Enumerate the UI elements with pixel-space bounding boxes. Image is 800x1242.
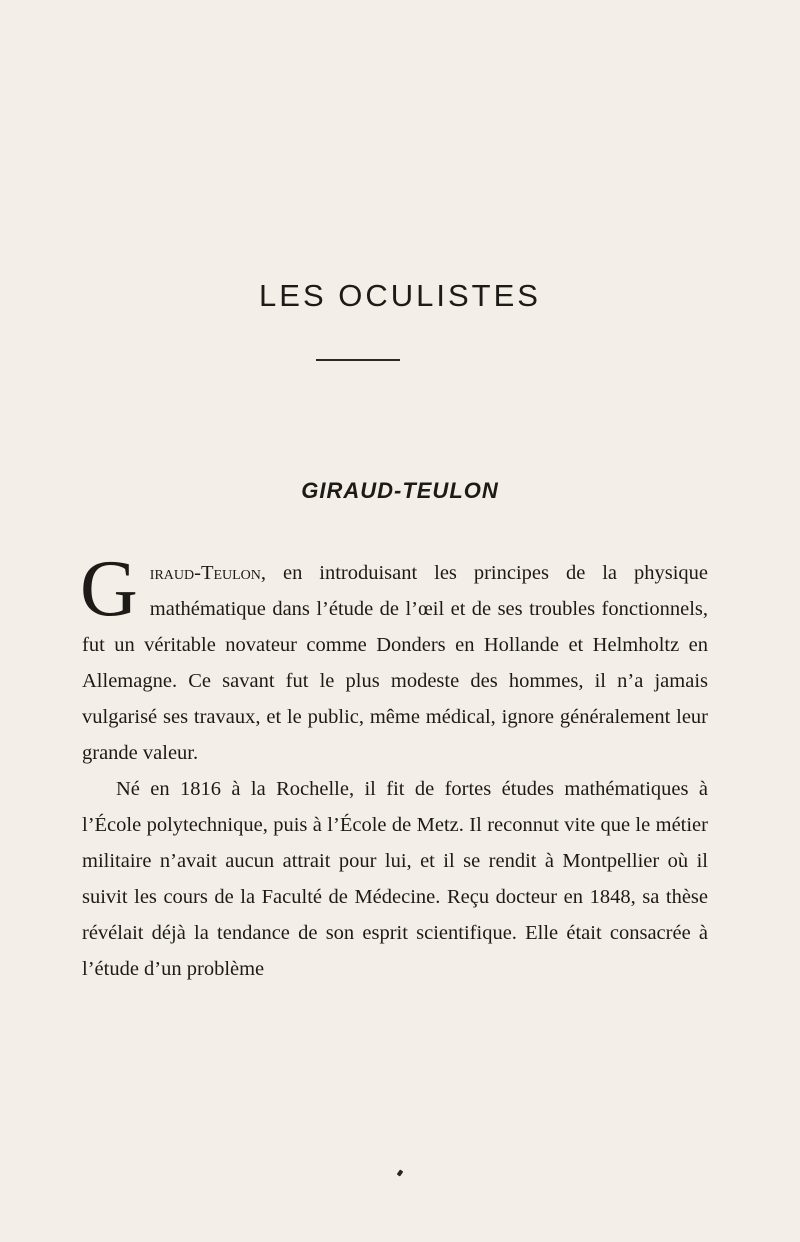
body-text — [80, 545, 708, 987]
title-divider — [316, 359, 400, 361]
author-name-smallcaps: iraud-Teulon — [149, 562, 261, 584]
page-title: LES OCULISTES — [259, 278, 541, 313]
ink-speck — [397, 1169, 404, 1176]
paragraph-1-text: , en introduisant les principes de la physique mathématique dans l’étude de l’œil et de ses troubles fonctionnels, fut un véritable novateur comme Donders en Hollande et Helmholtz en Allemagne. Ce savant fut le plus modeste des hommes, il n’a jamais vulgarisé ses travaux, et le public, même médical, ignore généralement leur grande valeur. — [82, 562, 708, 764]
paragraph-2: Né en 1816 à la Rochelle, il fit de fortes études mathématiques à l’École polytechnique, puis à l’École de Metz. Il reconnut vite que le métier militaire n’avait aucun attrait pour lui, et il se rendit à Montpellier où il suivit les cours de la Faculté de Médecine. Reçu docteur en 1848, sa thèse révélait déjà la tendance de son esprit scientifique. Elle était consacrée à l’étude d’un problème — [82, 778, 708, 980]
drop-cap: G — [80, 545, 138, 633]
paragraph-1 — [80, 545, 708, 771]
section-title: GIRAUD-TEULON — [301, 478, 499, 503]
